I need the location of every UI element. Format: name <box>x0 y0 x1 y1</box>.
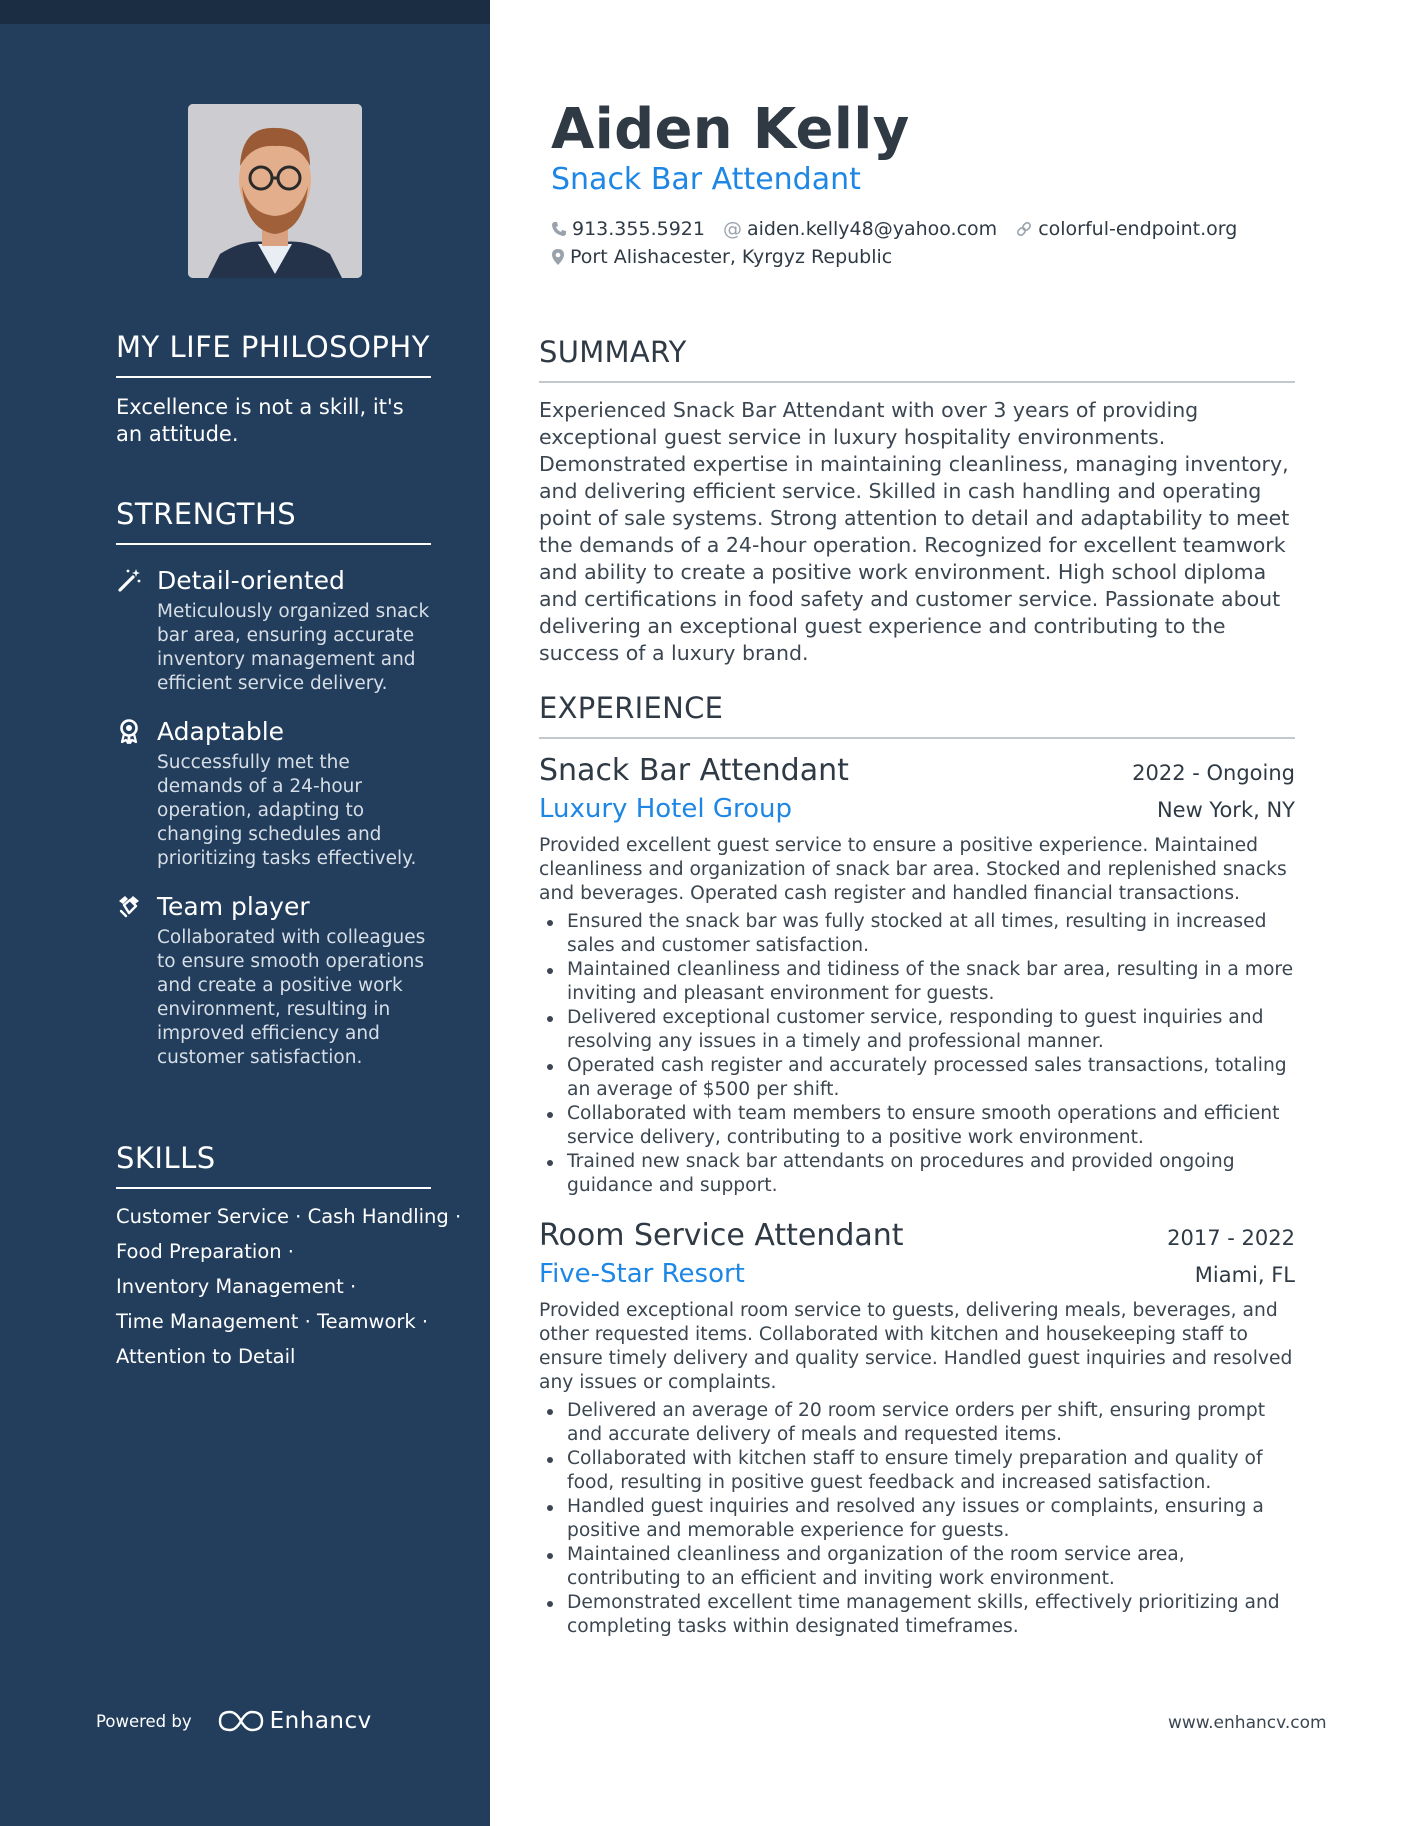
strength-item <box>116 891 431 1070</box>
award-ribbon-icon <box>116 718 142 744</box>
strength-item <box>116 716 431 871</box>
list-item: Collaborated with team members to ensure smooth operations and efficient service delivery, contributing to a positive work environment. <box>539 1102 1295 1150</box>
philosophy-heading: MY LIFE PHILOSOPHY <box>116 330 431 378</box>
list-item: Demonstrated excellent time management skills, effectively prioritizing and completing tasks within designated timeframes. <box>539 1591 1295 1639</box>
candidate-title: Snack Bar Attendant <box>551 162 861 197</box>
contact-row <box>551 218 1255 240</box>
skill-line: Food Preparation · <box>116 1240 295 1263</box>
candidate-name: Aiden Kelly <box>551 97 910 162</box>
strength-description: Collaborated with colleagues to ensure smooth operations and create a positive work environment, resulting in improved efficiency and customer satisfaction. <box>157 927 426 1068</box>
contact-row-2 <box>551 246 910 268</box>
job-location: New York, NY <box>1156 798 1295 822</box>
sidebar-top-bar <box>0 0 490 24</box>
infinity-logo-icon <box>218 1708 264 1734</box>
location-pin-icon <box>551 248 565 266</box>
skill-line: Time Management · Teamwork · <box>116 1310 429 1333</box>
skills-list <box>116 1199 462 1374</box>
philosophy-text: Excellence is not a skill, it's an attitude. <box>116 395 404 446</box>
job-location: Miami, FL <box>1194 1263 1295 1287</box>
enhancv-logo-text: Enhancv <box>269 1708 372 1734</box>
list-item: Collaborated with kitchen staff to ensure timely preparation and quality of food, resulting in positive guest feedback and increased satisfaction. <box>539 1447 1295 1495</box>
avatar <box>188 104 362 278</box>
location-text: Port Alishacester, Kyrgyz Republic <box>570 246 893 268</box>
magic-wand-icon <box>116 567 142 593</box>
link-icon <box>1015 220 1033 238</box>
job-role: Room Service Attendant <box>539 1218 904 1253</box>
skill-line: Attention to Detail <box>116 1345 296 1368</box>
job-dates: 2017 - 2022 <box>1167 1226 1295 1250</box>
list-item: Ensured the snack bar was fully stocked at all times, resulting in increased sales and customer satisfaction. <box>539 910 1295 958</box>
experience-section <box>539 691 1295 1639</box>
list-item: Maintained cleanliness and tidiness of the snack bar area, resulting in a more inviting and pleasant environment for guests. <box>539 958 1295 1006</box>
summary-section <box>539 335 1295 667</box>
strength-title: Adaptable <box>157 717 285 746</box>
contact-location <box>551 246 892 268</box>
job-role: Snack Bar Attendant <box>539 753 849 788</box>
enhancv-logo[interactable] <box>218 1708 372 1734</box>
strength-item <box>116 565 431 696</box>
experience-entry <box>539 1218 1295 1639</box>
experience-entry <box>539 753 1295 1198</box>
skill-line: Customer Service · Cash Handling · <box>116 1205 462 1228</box>
website-footer-link[interactable]: www.enhancv.com <box>1168 1713 1327 1733</box>
sidebar <box>0 0 490 1826</box>
job-dates: 2022 - Ongoing <box>1132 761 1295 785</box>
job-company[interactable]: Five-Star Resort <box>539 1259 745 1289</box>
powered-by-label: Powered by <box>96 1711 192 1731</box>
list-item: Maintained cleanliness and organization of the room service area, contributing to an efficient and inviting work environment. <box>539 1543 1295 1591</box>
strengths-heading: STRENGTHS <box>116 497 431 545</box>
contact-phone[interactable] <box>551 218 705 240</box>
contact-website[interactable] <box>1015 218 1237 240</box>
summary-text: Experienced Snack Bar Attendant with over 3 years of providing exceptional guest service in luxury hospitality environments. Demonstrated expertise in maintaining cleanliness, managing inventory, and delivering efficient service. Skilled in cash handling and operating point of sale systems. Strong attention to detail and adaptability to meet the demands of a 24-hour operation. Recognized for excellent teamwork and ability to create a positive work environment. High school diploma and certifications in food safety and customer service. Passionate about delivering an exceptional guest experience and contributing to the success of a luxury brand. <box>539 398 1290 665</box>
handshake-icon <box>116 893 142 919</box>
job-bullets <box>539 910 1295 1198</box>
strength-title: Detail-oriented <box>157 566 345 595</box>
skills-section <box>116 1141 462 1374</box>
experience-heading: EXPERIENCE <box>539 691 1295 739</box>
phone-text: 913.355.5921 <box>572 218 705 240</box>
job-description: Provided exceptional room service to guests, delivering meals, beverages, and other requested items. Collaborated with kitchen and housekeeping staff to ensure timely delivery and quality service. Handled guest inquiries and resolved any issues or complaints. <box>539 1300 1293 1393</box>
summary-heading: SUMMARY <box>539 335 1295 383</box>
strengths-section <box>116 497 431 1070</box>
list-item: Operated cash register and accurately processed sales transactions, totaling an average of $500 per shift. <box>539 1054 1295 1102</box>
list-item: Trained new snack bar attendants on procedures and provided ongoing guidance and support. <box>539 1150 1295 1198</box>
list-item: Handled guest inquiries and resolved any issues or complaints, ensuring a positive and memorable experience for guests. <box>539 1495 1295 1543</box>
strength-description: Successfully met the demands of a 24-hour operation, adapting to changing schedules and prioritizing tasks effectively. <box>157 752 417 869</box>
strength-title: Team player <box>157 892 310 921</box>
powered-by-footer <box>96 1708 372 1734</box>
job-company[interactable]: Luxury Hotel Group <box>539 794 793 824</box>
list-item: Delivered an average of 20 room service orders per shift, ensuring prompt and accurate delivery of meals and requested items. <box>539 1399 1295 1447</box>
list-item: Delivered exceptional customer service, responding to guest inquiries and resolving any issues in a timely and professional manner. <box>539 1006 1295 1054</box>
philosophy-section <box>116 330 431 448</box>
skills-heading: SKILLS <box>116 1141 431 1189</box>
strength-description: Meticulously organized snack bar area, ensuring accurate inventory management and efficient service delivery. <box>157 601 430 694</box>
contact-email[interactable] <box>723 218 997 240</box>
phone-icon <box>551 221 567 237</box>
email-text: aiden.kelly48@yahoo.com <box>746 218 998 240</box>
at-icon: @ <box>722 218 742 240</box>
website-text: colorful-endpoint.org <box>1038 218 1238 240</box>
job-description: Provided excellent guest service to ensure a positive experience. Maintained cleanliness and organization of snack bar area. Stocked and replenished snacks and beverages. Operated cash register and handled financial transactions. <box>539 835 1287 904</box>
job-bullets <box>539 1399 1295 1639</box>
skill-line: Inventory Management · <box>116 1275 357 1298</box>
